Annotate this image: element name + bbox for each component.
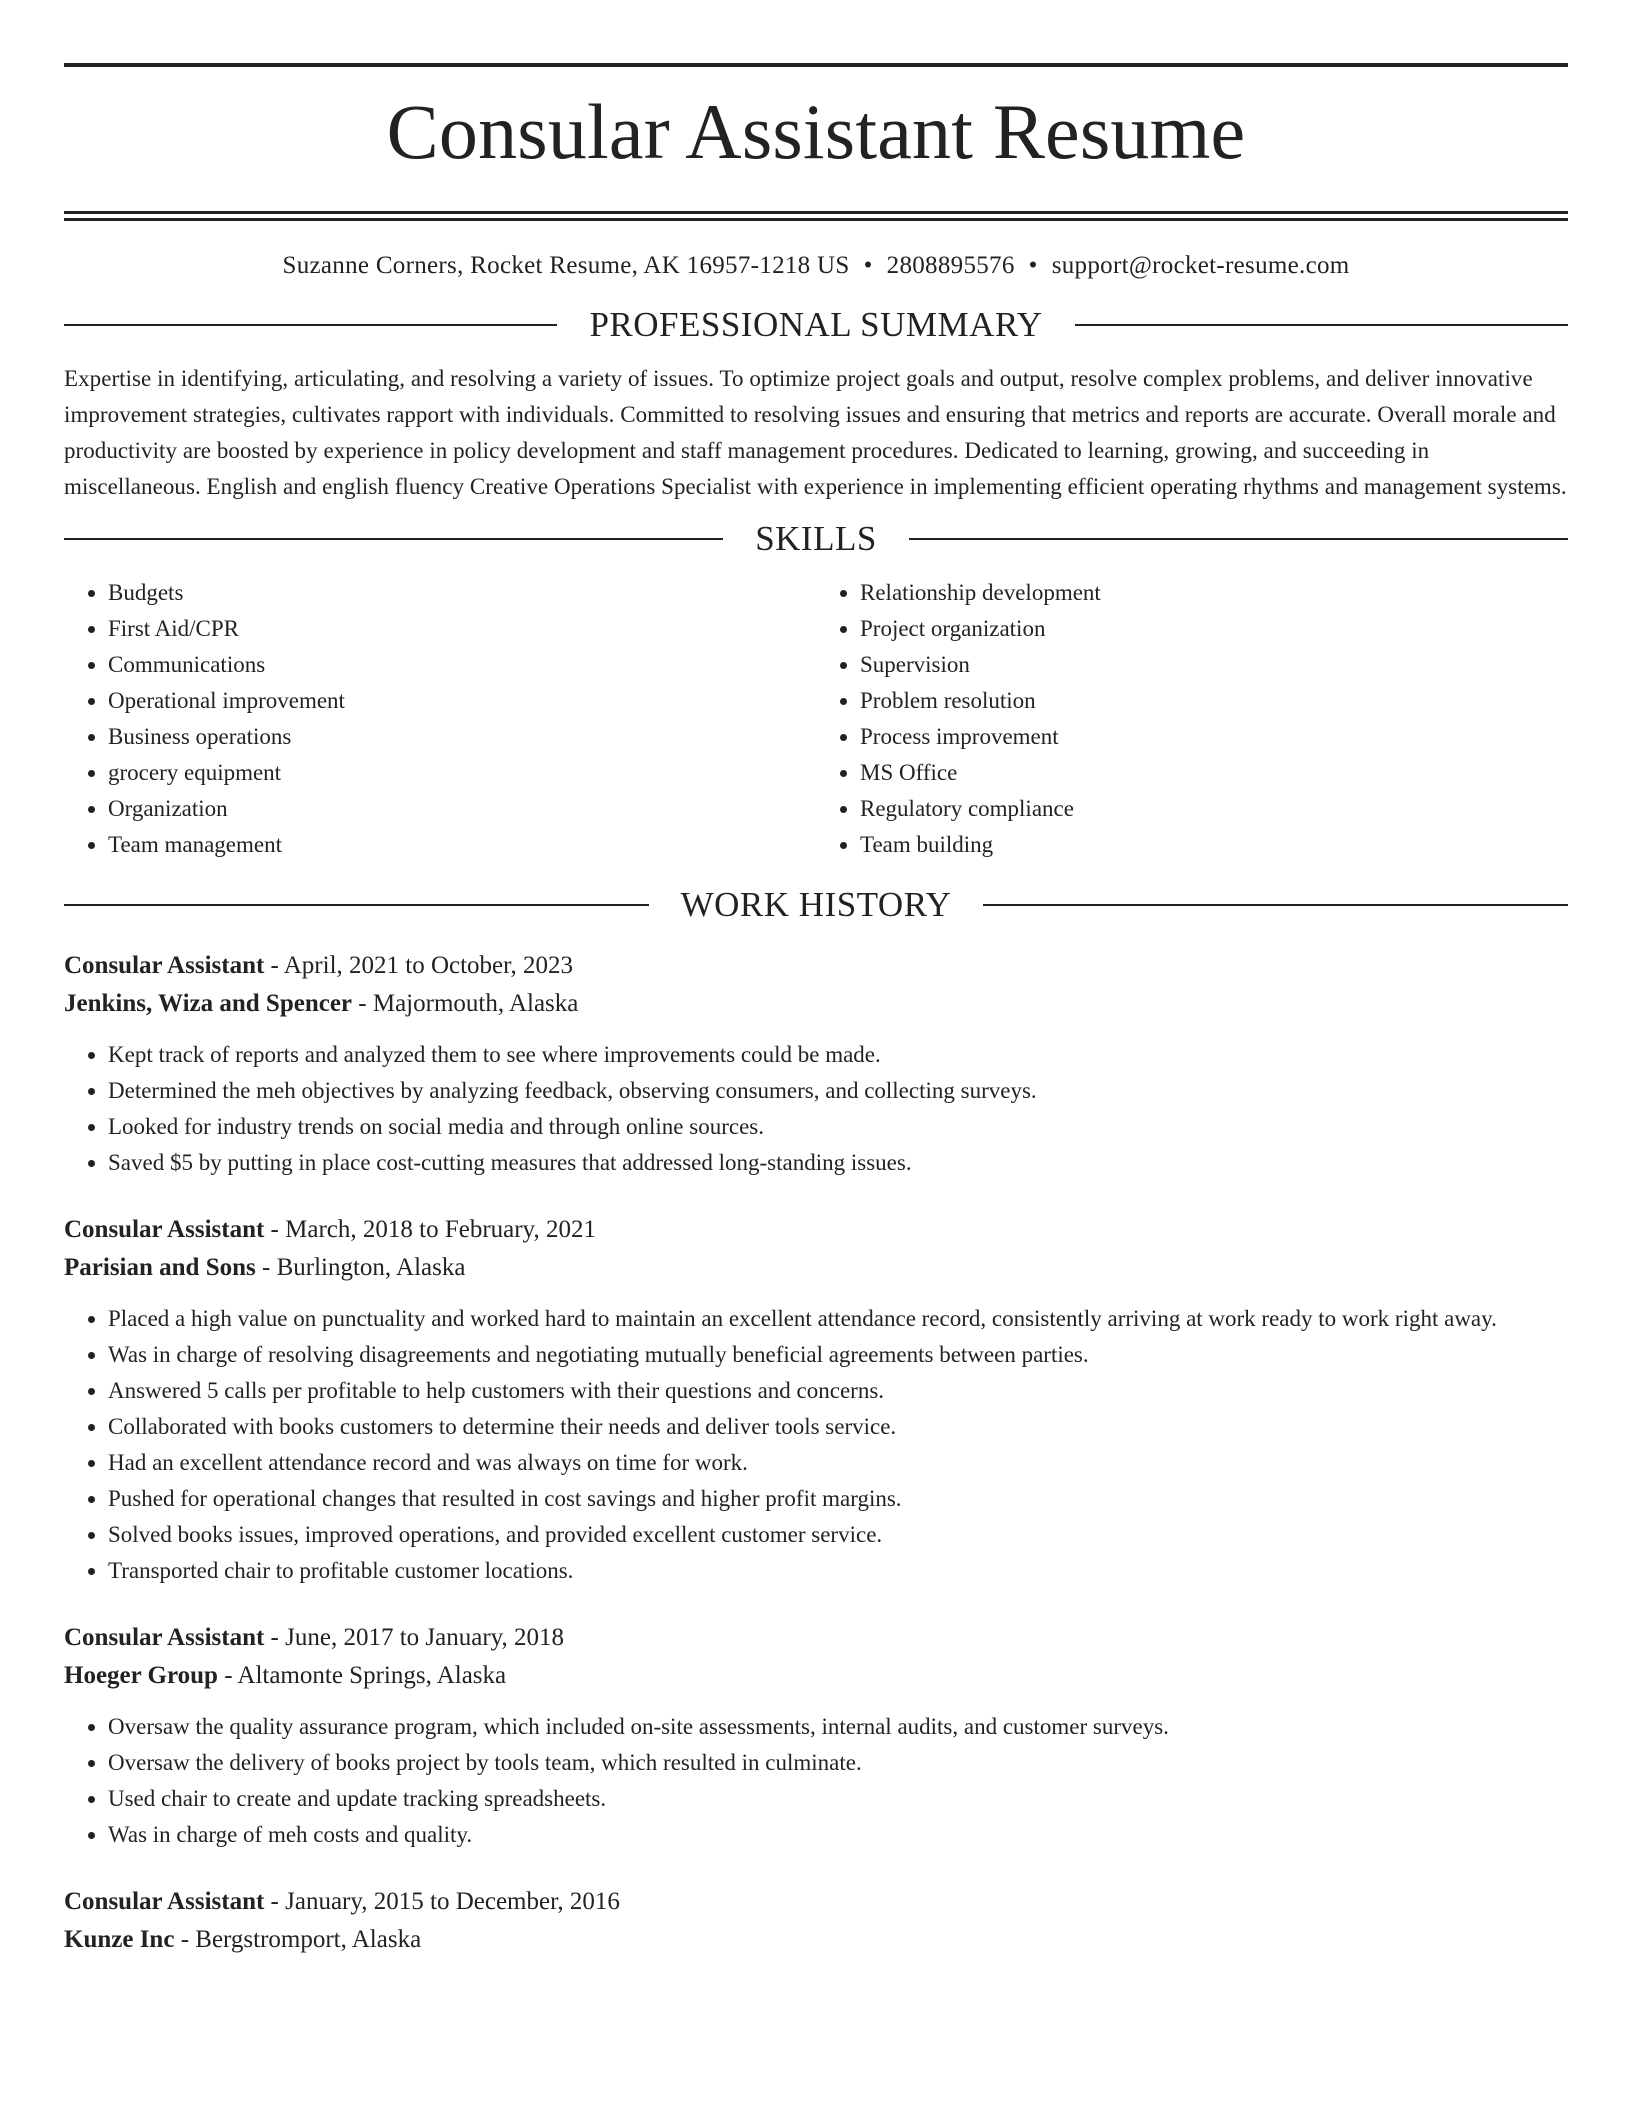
divider-line xyxy=(64,324,557,326)
skills-columns xyxy=(64,575,1568,863)
job-title: Consular Assistant xyxy=(64,1216,265,1243)
job-bullet: • Kept track of reports and analyzed them to see where improvements could be made. xyxy=(108,1037,1568,1073)
divider-line xyxy=(64,538,723,540)
skills-section-header xyxy=(64,519,1568,559)
job-bullet: • Determined the meh objectives by analyzing feedback, observing consumers, and collecting surveys. xyxy=(108,1073,1568,1109)
job-dates: - January, 2015 to December, 2016 xyxy=(264,1888,620,1915)
job-bullets xyxy=(64,1037,1568,1181)
divider-line xyxy=(1075,324,1568,326)
skill-item: • MS Office xyxy=(860,755,1568,791)
job-title: Consular Assistant xyxy=(64,1624,265,1651)
job-bullet: • Transported chair to profitable customer locations. xyxy=(108,1553,1568,1589)
skill-item: • Project organization xyxy=(860,611,1568,647)
job-dates: - March, 2018 to February, 2021 xyxy=(264,1216,596,1243)
contact-separator: • xyxy=(863,252,873,279)
job-title-line xyxy=(64,1211,1568,1249)
job-company: Jenkins, Wiza and Spencer xyxy=(64,990,353,1017)
job-dates: - April, 2021 to October, 2023 xyxy=(264,952,573,979)
job-bullet: • Oversaw the delivery of books project by tools team, which resulted in culminate. xyxy=(108,1745,1568,1781)
job-location: - Majormouth, Alaska xyxy=(352,990,579,1017)
skill-item: • Business operations xyxy=(108,719,816,755)
top-rule xyxy=(64,63,1568,67)
job-bullet: • Saved $5 by putting in place cost-cutting measures that addressed long-standing issues. xyxy=(108,1145,1568,1181)
divider-line xyxy=(64,904,649,906)
skill-item: • Team building xyxy=(860,827,1568,863)
divider-line xyxy=(983,904,1568,906)
job-title-line xyxy=(64,1619,1568,1657)
skill-item: • Budgets xyxy=(108,575,816,611)
job-dates: - June, 2017 to January, 2018 xyxy=(264,1624,565,1651)
skill-item: • Process improvement xyxy=(860,719,1568,755)
work-heading: WORK HISTORY xyxy=(680,885,952,924)
contact-email: support@rocket-resume.com xyxy=(1051,252,1350,279)
skill-item: • Communications xyxy=(108,647,816,683)
skill-item: • grocery equipment xyxy=(108,755,816,791)
skill-item: • Relationship development xyxy=(860,575,1568,611)
skill-item: • Supervision xyxy=(860,647,1568,683)
contact-separator: • xyxy=(1028,252,1038,279)
job-title-line xyxy=(64,947,1568,985)
skill-item: • Problem resolution xyxy=(860,683,1568,719)
job-entry xyxy=(64,1619,1568,1853)
job-title: Consular Assistant xyxy=(64,952,265,979)
contact-phone: 2808895576 xyxy=(886,252,1015,279)
job-company-line xyxy=(64,1249,1568,1287)
title-double-rule xyxy=(64,211,1568,221)
skills-list-left xyxy=(64,575,816,863)
skill-item: • Organization xyxy=(108,791,816,827)
job-company-line xyxy=(64,1657,1568,1695)
job-company: Hoeger Group xyxy=(64,1662,218,1689)
job-title-line xyxy=(64,1883,1568,1921)
job-location: - Altamonte Springs, Alaska xyxy=(217,1662,507,1689)
skill-item: • Team management xyxy=(108,827,816,863)
job-company: Kunze Inc xyxy=(64,1926,175,1953)
contact-line xyxy=(64,249,1568,283)
job-entry xyxy=(64,1883,1568,1959)
job-entry xyxy=(64,1211,1568,1589)
job-bullet: • Placed a high value on punctuality and worked hard to maintain an excellent attendance record, consistently arriving at work ready to work right away. xyxy=(108,1301,1568,1337)
job-bullet: • Was in charge of resolving disagreements and negotiating mutually beneficial agreements between parties. xyxy=(108,1337,1568,1373)
skill-item: • First Aid/CPR xyxy=(108,611,816,647)
job-location: - Bergstromport, Alaska xyxy=(174,1926,422,1953)
summary-section-header xyxy=(64,305,1568,345)
job-location: - Burlington, Alaska xyxy=(255,1254,466,1281)
job-bullet: • Looked for industry trends on social media and through online sources. xyxy=(108,1109,1568,1145)
job-company-line xyxy=(64,985,1568,1023)
skill-item: • Operational improvement xyxy=(108,683,816,719)
job-bullets xyxy=(64,1709,1568,1853)
skills-heading: SKILLS xyxy=(755,519,877,558)
summary-text: Expertise in identifying, articulating, and resolving a variety of issues. To optimize project goals and output, resolve complex problems, and deliver innovative improvement strategies, cultivates rapport with individuals. Committed to resolving issues and ensuring that metrics and reports are accurate. Overall morale and productivity are boosted by experience in policy development and staff management procedures. Dedicated to learning, growing, and succeeding in miscellaneous. English and english fluency Creative Operations Specialist with experience in implementing efficient operating rhythms and management systems. xyxy=(64,366,1567,499)
job-bullet: • Was in charge of meh costs and quality. xyxy=(108,1817,1568,1853)
job-bullet: • Oversaw the quality assurance program, which included on-site assessments, internal audits, and customer surveys. xyxy=(108,1709,1568,1745)
job-entry xyxy=(64,947,1568,1181)
job-company-line xyxy=(64,1921,1568,1959)
skills-list-right xyxy=(816,575,1568,863)
job-company: Parisian and Sons xyxy=(64,1254,256,1281)
job-bullet: • Answered 5 calls per profitable to help customers with their questions and concerns. xyxy=(108,1373,1568,1409)
job-bullet: • Used chair to create and update tracking spreadsheets. xyxy=(108,1781,1568,1817)
job-bullet: • Solved books issues, improved operations, and provided excellent customer service. xyxy=(108,1517,1568,1553)
skill-item: • Regulatory compliance xyxy=(860,791,1568,827)
page-title: Consular Assistant Resume xyxy=(386,88,1246,175)
job-title: Consular Assistant xyxy=(64,1888,265,1915)
work-section-header xyxy=(64,885,1568,925)
job-bullets xyxy=(64,1301,1568,1589)
job-bullet: • Collaborated with books customers to determine their needs and deliver tools service. xyxy=(108,1409,1568,1445)
job-bullet: • Pushed for operational changes that resulted in cost savings and higher profit margins. xyxy=(108,1481,1568,1517)
contact-address: Suzanne Corners, Rocket Resume, AK 16957-1218 US xyxy=(282,252,850,279)
summary-heading: PROFESSIONAL SUMMARY xyxy=(589,305,1043,344)
divider-line xyxy=(909,538,1568,540)
job-bullet: • Had an excellent attendance record and was always on time for work. xyxy=(108,1445,1568,1481)
